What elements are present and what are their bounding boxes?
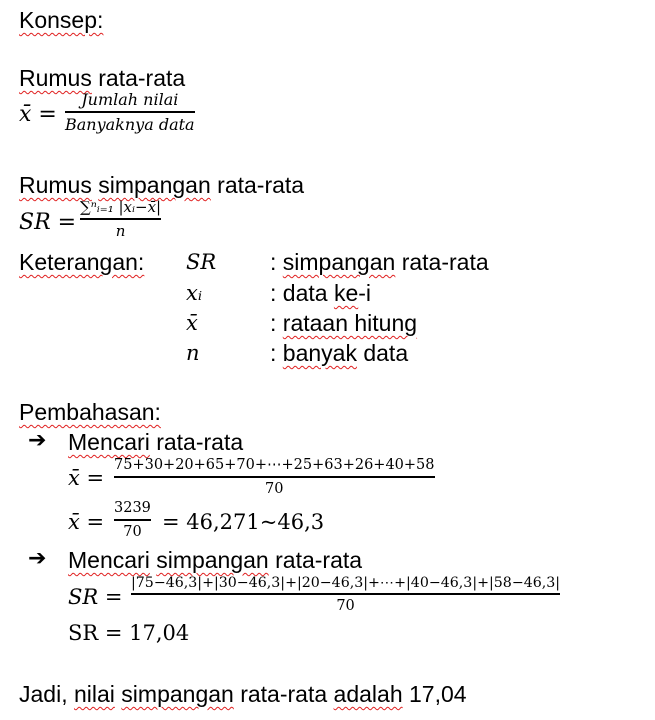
keterangan-desc	[270, 280, 371, 306]
step2-eq2: SR = 17,04	[68, 621, 190, 645]
step2-eq1-numerator: |75−46,3|+|30−46,3|+|20−46,3|+⋯+|40−46,3|+|58−46,3|	[131, 575, 561, 591]
step1-eq1-lhs: x̄ =	[68, 466, 105, 490]
step1-eq1-fraction	[114, 458, 435, 496]
heading-word-rumus: Rumus	[19, 172, 92, 198]
step1-eq1-numerator: 75+30+20+65+70+⋯+25+63+26+40+58	[114, 457, 435, 473]
step1-eq2-denominator: 70	[123, 523, 142, 540]
sr-formula-fraction	[80, 200, 161, 239]
pembahasan-title-text: Pembahasan:	[19, 399, 161, 425]
mean-formula-denominator: Banyaknya data	[65, 115, 195, 134]
mean-formula-lhs: x̄ =	[19, 102, 57, 127]
heading-word-ratarata: rata-rata	[217, 172, 305, 198]
step1-eq2-result: = 46,271~46,3	[162, 510, 325, 534]
step2-heading	[68, 547, 362, 573]
step2-eq1-fraction	[131, 576, 560, 614]
desc-part: ke	[333, 280, 359, 306]
fraction-bar	[114, 519, 151, 521]
sr-formula-numerator: ∑ⁿᵢ₌₁ |xᵢ−x̄|	[80, 198, 162, 216]
keterangan-label	[19, 249, 144, 275]
keterangan-symbol: SR	[186, 250, 217, 274]
sr-formula-lhs: SR =	[19, 210, 77, 235]
step1-eq1-denominator: 70	[265, 480, 284, 497]
mean-formula-fraction	[65, 92, 195, 133]
step1-eq2-fraction	[114, 501, 151, 539]
conclusion-part: Jadi,	[19, 681, 74, 707]
fraction-bar	[65, 111, 195, 113]
desc-part: rataan hitung	[282, 310, 418, 336]
heading-word-simpangan: simpangan	[98, 172, 211, 198]
conclusion-part: nilai	[73, 681, 115, 707]
keterangan-symbol: xᵢ	[186, 281, 203, 305]
heading-word-mencari: Mencari	[68, 429, 150, 455]
keterangan-symbol: n	[186, 341, 200, 365]
fraction-bar	[131, 593, 560, 595]
desc-part: rata-rata	[395, 249, 489, 275]
conclusion	[19, 681, 467, 707]
step1-eq2-lhs: x̄ =	[68, 510, 105, 534]
desc-part: banyak	[282, 340, 357, 366]
mean-formula-numerator: Jumlah nilai	[81, 90, 179, 109]
desc-part: simpangan	[282, 249, 396, 275]
mean-formula-heading	[19, 65, 185, 91]
desc-part: :	[270, 249, 283, 275]
desc-part: : data	[270, 280, 334, 306]
arrow-bullet-icon: ➔	[28, 546, 47, 571]
heading-word-rumus: Rumus	[19, 65, 92, 91]
heading-word-simpangan: simpangan	[156, 547, 269, 573]
step1-eq2-numerator: 3239	[114, 500, 151, 516]
keterangan-desc	[270, 340, 408, 366]
heading-rest: rata-rata	[98, 65, 186, 91]
step2-eq1-lhs: SR =	[68, 585, 123, 609]
konsep-title-text: Konsep:	[19, 7, 104, 33]
desc-part: :	[270, 310, 283, 336]
heading-rest: rata-rata	[149, 429, 244, 455]
conclusion-part: adalah	[333, 681, 403, 707]
arrow-bullet-icon: ➔	[28, 428, 47, 453]
desc-part: :	[270, 340, 283, 366]
keterangan-desc	[270, 249, 489, 275]
conclusion-part: rata-rata	[233, 681, 334, 707]
heading-rest: rata-rata	[268, 547, 363, 573]
heading-word-mencari: Mencari	[68, 547, 150, 573]
conclusion-part: simpangan	[121, 681, 234, 707]
step1-heading	[68, 429, 243, 455]
fraction-bar	[80, 218, 161, 220]
sr-formula-denominator: n	[115, 222, 126, 240]
sr-formula-heading	[19, 172, 304, 198]
conclusion-part: 17,04	[402, 681, 467, 707]
konsep-title	[19, 7, 103, 33]
keterangan-symbol: x̄	[186, 311, 198, 335]
keterangan-desc	[270, 310, 417, 336]
step2-eq1-denominator: 70	[336, 598, 355, 615]
keterangan-label-text: Keterangan:	[19, 249, 145, 275]
desc-part: -i	[358, 280, 372, 306]
pembahasan-title	[19, 399, 161, 425]
desc-part: data	[356, 340, 409, 366]
fraction-bar	[114, 476, 435, 478]
